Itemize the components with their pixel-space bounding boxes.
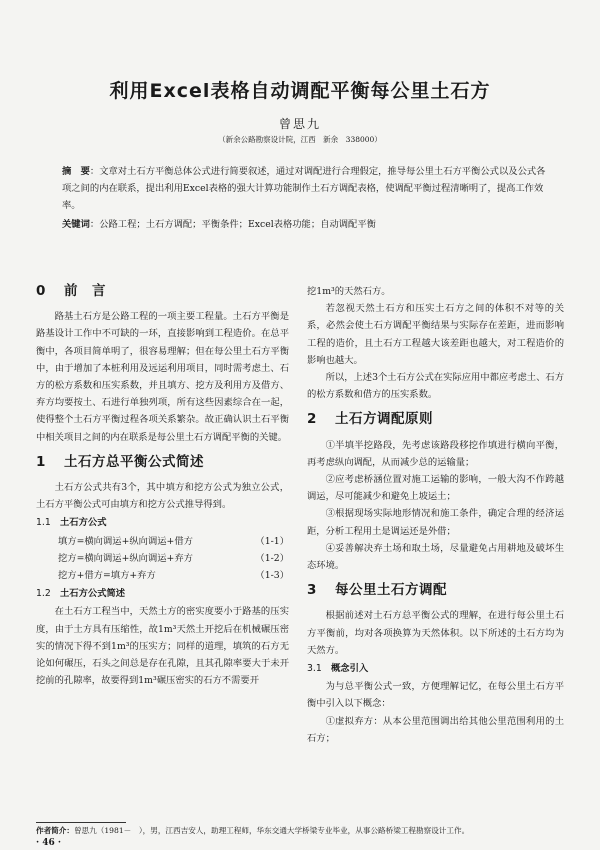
- footnote-text: 曾思九（1981－ ），男，江西吉安人，助理工程师，华东交通大学桥梁专业毕业，从事公路桥梁工程勘察设计工作。: [73, 826, 470, 835]
- coefficient-paragraph: 所以，上述3个土石方公式在实际应用中都应考虑土、石方的松方系数和借方的压实系数。: [307, 372, 564, 401]
- section-number: 0: [36, 283, 46, 299]
- formula-expression: 挖方=横向调运+纵向调运+弃方: [58, 552, 193, 564]
- page-number: · 46 ·: [36, 838, 62, 848]
- section-title: 土石方调配原则: [335, 411, 433, 428]
- author-affiliation: （新余公路勘察设计院，江西 新余 338000）: [218, 135, 382, 144]
- subsection-number: 1.1: [36, 517, 51, 529]
- subsection-heading-1-1: [36, 514, 289, 531]
- abstract-paragraph: [62, 163, 547, 214]
- formula-line: [36, 533, 289, 550]
- volume-discrepancy-paragraph: 若忽视天然土石方和压实土石方之间的体积不对等的关系，必然会使土石方调配平衡结果与实际存在差距，进而影响工程的造价，且土石方工程越大该差距也越大，对工程造价的影响也越大。: [307, 303, 564, 366]
- keywords-text: ：公路工程；土石方调配；平衡条件；Excel表格功能；自动调配平衡: [89, 219, 376, 230]
- subsection-heading-3-1: [307, 660, 564, 677]
- left-column: [36, 283, 289, 689]
- abstract-label: 摘 要: [62, 166, 90, 177]
- abstract-text: ：文章对土石方平衡总体公式进行简要叙述，通过对调配进行合理假定，推导每公里土石方平衡公式以及公式各项之间的内在联系，提出利用Excel表格的强大计算功能制作土石方调配表格，使调配平衡过程清晰明了，提高工作效率。: [62, 166, 546, 211]
- right-column: [307, 283, 564, 747]
- principle-item: ③根据现场实际地形情况和施工条件，确定合理的经济运距，分析工程用土是调运还是外借；: [307, 508, 564, 537]
- principle-item: ④妥善解决弃土场和取土场，尽量避免占用耕地及破坏生态环境。: [307, 542, 564, 572]
- section-number: 1: [36, 453, 46, 470]
- continued-paragraph: 挖1m³的天然石方。: [307, 286, 391, 297]
- section-heading-1: [36, 454, 289, 471]
- keywords-label: 关键词: [62, 219, 90, 230]
- subsection-title: 土石方公式: [60, 517, 107, 529]
- section-title: 每公里土石方调配: [335, 582, 447, 599]
- keywords-paragraph: [62, 216, 547, 233]
- equation-number: （1-1）: [255, 535, 289, 547]
- footnote-divider: [36, 822, 126, 823]
- paper-title: 利用Excel表格自动调配平衡每公里土石方: [109, 80, 491, 102]
- principle-item: ②应考虑桥涵位置对施工运输的影响，一般大沟不作跨越调运，尽可能减少和避免上坡运土；: [307, 474, 564, 503]
- equation-number: （1-2）: [255, 552, 289, 564]
- subsection-title: 概念引入: [331, 663, 369, 675]
- subsection-number: 1.2: [36, 588, 51, 600]
- subsection-heading-1-2: [36, 585, 289, 602]
- section-title: 前 言: [64, 283, 106, 299]
- section-number: 2: [307, 411, 317, 428]
- concept-item: ①虚拟弃方：从本公里范围调出给其他公里范围利用的土石方；: [307, 715, 564, 744]
- section-heading-2: [307, 411, 564, 428]
- abstract-block: [62, 163, 547, 233]
- section-number: 3: [307, 582, 317, 599]
- per-km-intro-paragraph: 根据前述对土石方总平衡公式的理解，在进行每公里土石方平衡前，均对各项换算为天然体积。以下所述的土石方均为天然方。: [307, 610, 564, 656]
- footnote-label: 作者简介：: [36, 826, 74, 835]
- subsection-number: 3.1: [307, 663, 322, 675]
- equation-number: （1-3）: [255, 570, 289, 582]
- formula-explanation-paragraph: 在土石方工程当中，天然土方的密实度要小于路基的压实度，由于土方具有压缩性，故1m³天然土开挖后在机械碾压密实的情况下得不到1m³的压实方；同样的道理，填筑的石方无论如何碾压，石头之间总是存在孔隙，且其孔隙率要大于未开挖前的孔隙率，故要得到1m³碾压密实的石方不需要开: [36, 606, 289, 687]
- author-footnote: [36, 825, 576, 836]
- section-heading-3: [307, 582, 564, 599]
- principle-item: ①半填半挖路段，先考虑该路段移挖作填进行横向平衡，再考虑纵向调配，从而减少总的运输量；: [307, 439, 564, 468]
- formula-expression: 挖方+借方=填方+弃方: [58, 570, 156, 582]
- intro-paragraph: 路基土石方是公路工程的一项主要工程量。土石方平衡是路基设计工作中不可缺的一环，直接影响到工程造价。在总平衡中，各项目简单明了，很容易理解；但在每公里土石方平衡中，由于增加了本桩利用及远运利用项目，同时需考虑土、石方的松方系数和压实系数，并且填方、挖方及利用方及借方、弃方均要按土、石进行单独列项，所有这些因素综合在一起，使得整个土石方平衡过程各项关系繁杂。故正确认识土石平衡中相关项目之间的内在联系是每公里土石方调配平衡的关键。: [36, 311, 289, 443]
- section-title: 土石方总平衡公式简述: [64, 453, 204, 470]
- formula-line: [36, 567, 289, 584]
- author-name: 曾思九: [278, 117, 321, 131]
- section-heading-0: [36, 283, 289, 300]
- formula-expression: 填方=横向调运+纵向调运+借方: [58, 535, 193, 547]
- subsection-title: 土石方公式简述: [60, 588, 126, 600]
- formula-line: [36, 550, 289, 567]
- concept-intro-paragraph: 为与总平衡公式一致，方便理解记忆，在每公里土石方平衡中引入以下概念：: [307, 681, 564, 710]
- formula-intro-paragraph: 土石方公式共有3个，其中填方和挖方公式为独立公式，土石方平衡公式可由填方和挖方公式推导得到。: [36, 482, 289, 511]
